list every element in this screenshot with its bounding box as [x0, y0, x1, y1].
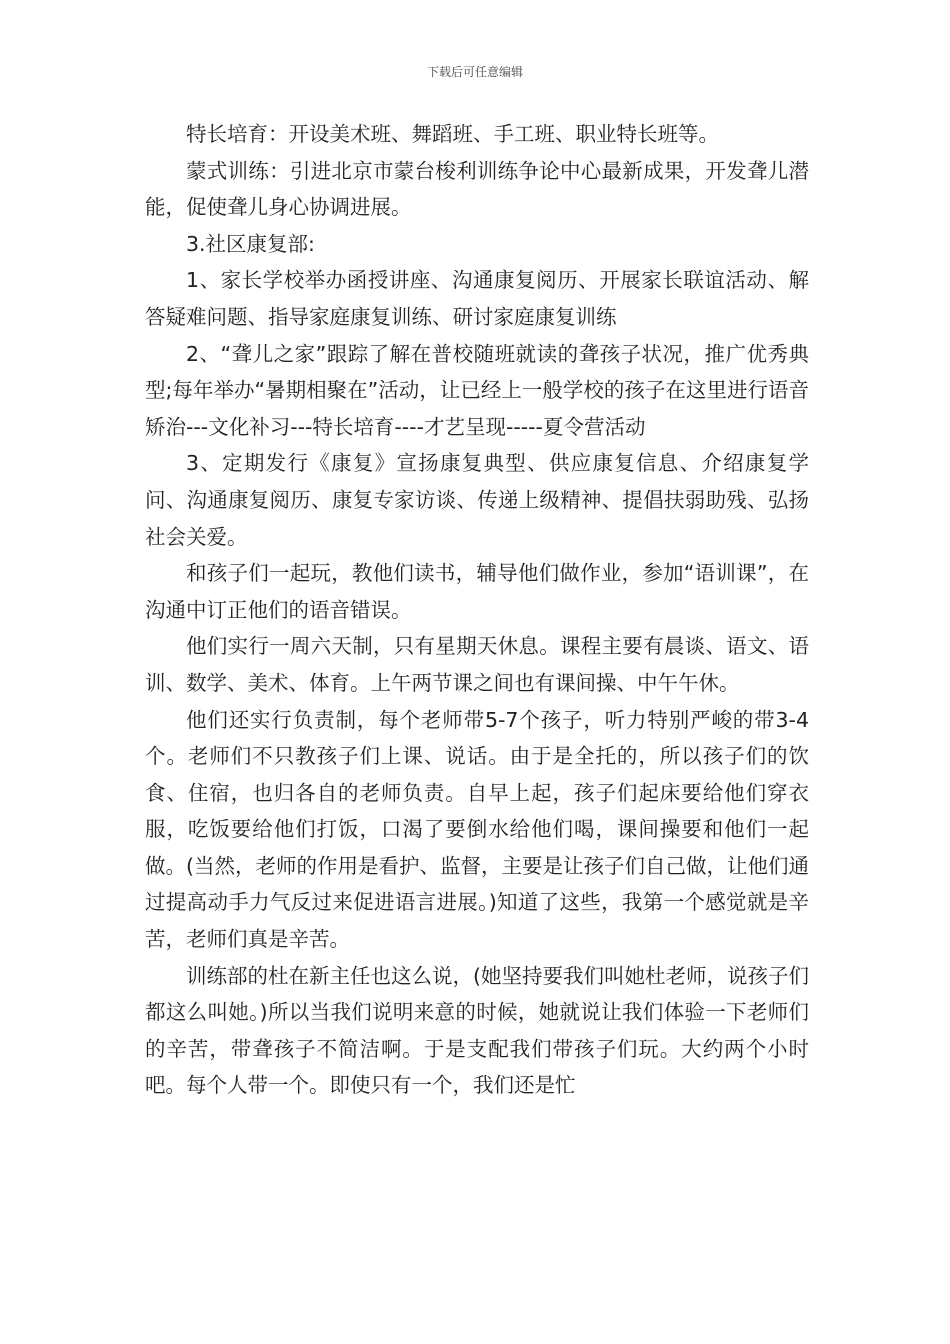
paragraph-deaf-child-home: 2、“聋儿之家”跟踪了解在普校随班就读的聋孩子状况，推广优秀典型;每年举办“暑期相聚在”活动，让已经上一般学校的孩子在这里进行语音矫治---文化补习---特长培育----才艺呈现-----夏令营活动 [145, 341, 809, 439]
paragraph-community-rehab-heading: 3.社区康复部: [186, 231, 315, 256]
paragraph-play-with-children: 和孩子们一起玩，教他们读书，辅导他们做作业，参加“语训课”，在沟通中订正他们的语音错误。 [145, 561, 809, 622]
paragraph-responsibility-system: 他们还实行负责制，每个老师带5-7个孩子，听力特别严峻的带3-4个。老师们不只教孩子们上课、说话。由于是全托的，所以孩子们的饮食、住宿，也归各自的老师负责。自早上起，孩子们起床要给他们穿衣服，吃饭要给他们打饭，口渴了要倒水给他们喝，课间操要和他们一起做。(当然，老师的作用是看护、监督，主要是让孩子们自己做，让他们通过提高动手力气反过来促进语言进展。)知道了这些，我第一个感觉就是辛苦，老师们真是辛苦。 [145, 707, 809, 952]
paragraph-talent-training: 特长培育：开设美术班、舞蹈班、手工班、职业特长班等。 [186, 122, 719, 146]
paragraph-montessori-training: 蒙式训练：引进北京市蒙台梭利训练争论中心最新成果，开发聋儿潜能，促使聋儿身心协调进展。 [145, 158, 809, 220]
paragraph-rehab-publication: 3、定期发行《康复》宣扬康复典型、供应康复信息、介绍康复学问、沟通康复阅历、康复专家访谈、传递上级精神、提倡扶弱助残、弘扬社会关爱。 [145, 451, 809, 549]
document-body [145, 116, 809, 1104]
paragraph-schedule: 他们实行一周六天制，只有星期天休息。课程主要有晨谈、语文、语训、数学、美术、体育。上午两节课之间也有课间操、中午午休。 [145, 634, 809, 695]
page-header: 下载后可任意编辑 [426, 65, 523, 79]
paragraph-director-du: 训练部的杜在新主任也这么说，(她坚持要我们叫她杜老师，说孩子们都这么叫她。)所以当我们说明来意的时候，她就说让我们体验一下老师们的辛苦，带聋孩子不简洁啊。于是支配我们带孩子们玩。大约两个小时吧。每个人带一个。即使只有一个，我们还是忙 [145, 963, 809, 1098]
paragraph-parent-school: 1、家长学校举办函授讲座、沟通康复阅历、开展家长联谊活动、解答疑难问题、指导家庭康复训练、研讨家庭康复训练 [145, 268, 809, 329]
